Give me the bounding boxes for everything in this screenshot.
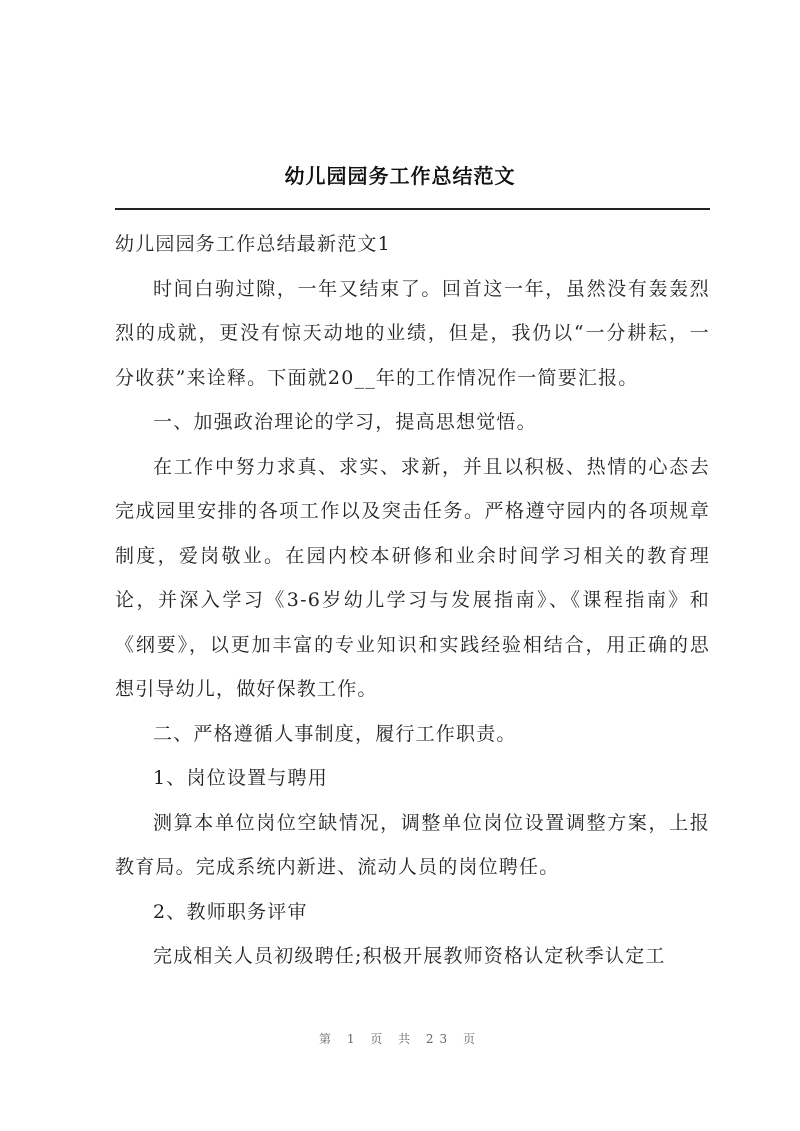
heading-section-1: 一、加强政治理论的学习，提高思想觉悟。	[153, 411, 537, 433]
paragraph-intro: 时间白驹过隙，一年又结束了。回首这一年，虽然没有轰轰烈烈的成就，更没有惊天动地的业绩，但是，我仍以“一分耕耘，一分收获”来诠释。下面就20__年的工作情况作一简要汇报。	[115, 277, 710, 389]
document-title: 幼儿园园务工作总结范文	[284, 164, 516, 188]
subheading-teacher-review: 2、教师职务评审	[153, 900, 308, 923]
page-footer: 第 1 页 共 23 页	[319, 1032, 481, 1046]
paragraph-teacher-review: 完成相关人员初级聘任;积极开展教师资格认定秋季认定工	[153, 945, 666, 967]
document-body	[115, 222, 710, 979]
paragraph-section-1: 在工作中努力求真、求实、求新，并且以积极、热情的心态去完成园里安排的各项工作以及突击任务。严格遵守园内的各项规章制度，爱岗敬业。在园内校本研修和业余时间学习相关的教育理论，并深入学习《3-6岁幼儿学习与发展指南》、《课程指南》和《纲要》，以更加丰富的专业知识和实践经验相结合，用正确的思想引导幼儿，做好保教工作。	[115, 455, 710, 700]
heading-section-2: 二、严格遵循人事制度，履行工作职责。	[153, 722, 517, 745]
subheading-post-setup: 1、岗位设置与聘用	[153, 767, 328, 789]
paragraph-post-setup: 测算本单位岗位空缺情况，调整单位岗位设置调整方案，上报教育局。完成系统内新进、流动人员的岗位聘任。	[115, 811, 710, 878]
title-divider	[115, 208, 710, 210]
section-subtitle: 幼儿园园务工作总结最新范文1	[115, 233, 391, 255]
